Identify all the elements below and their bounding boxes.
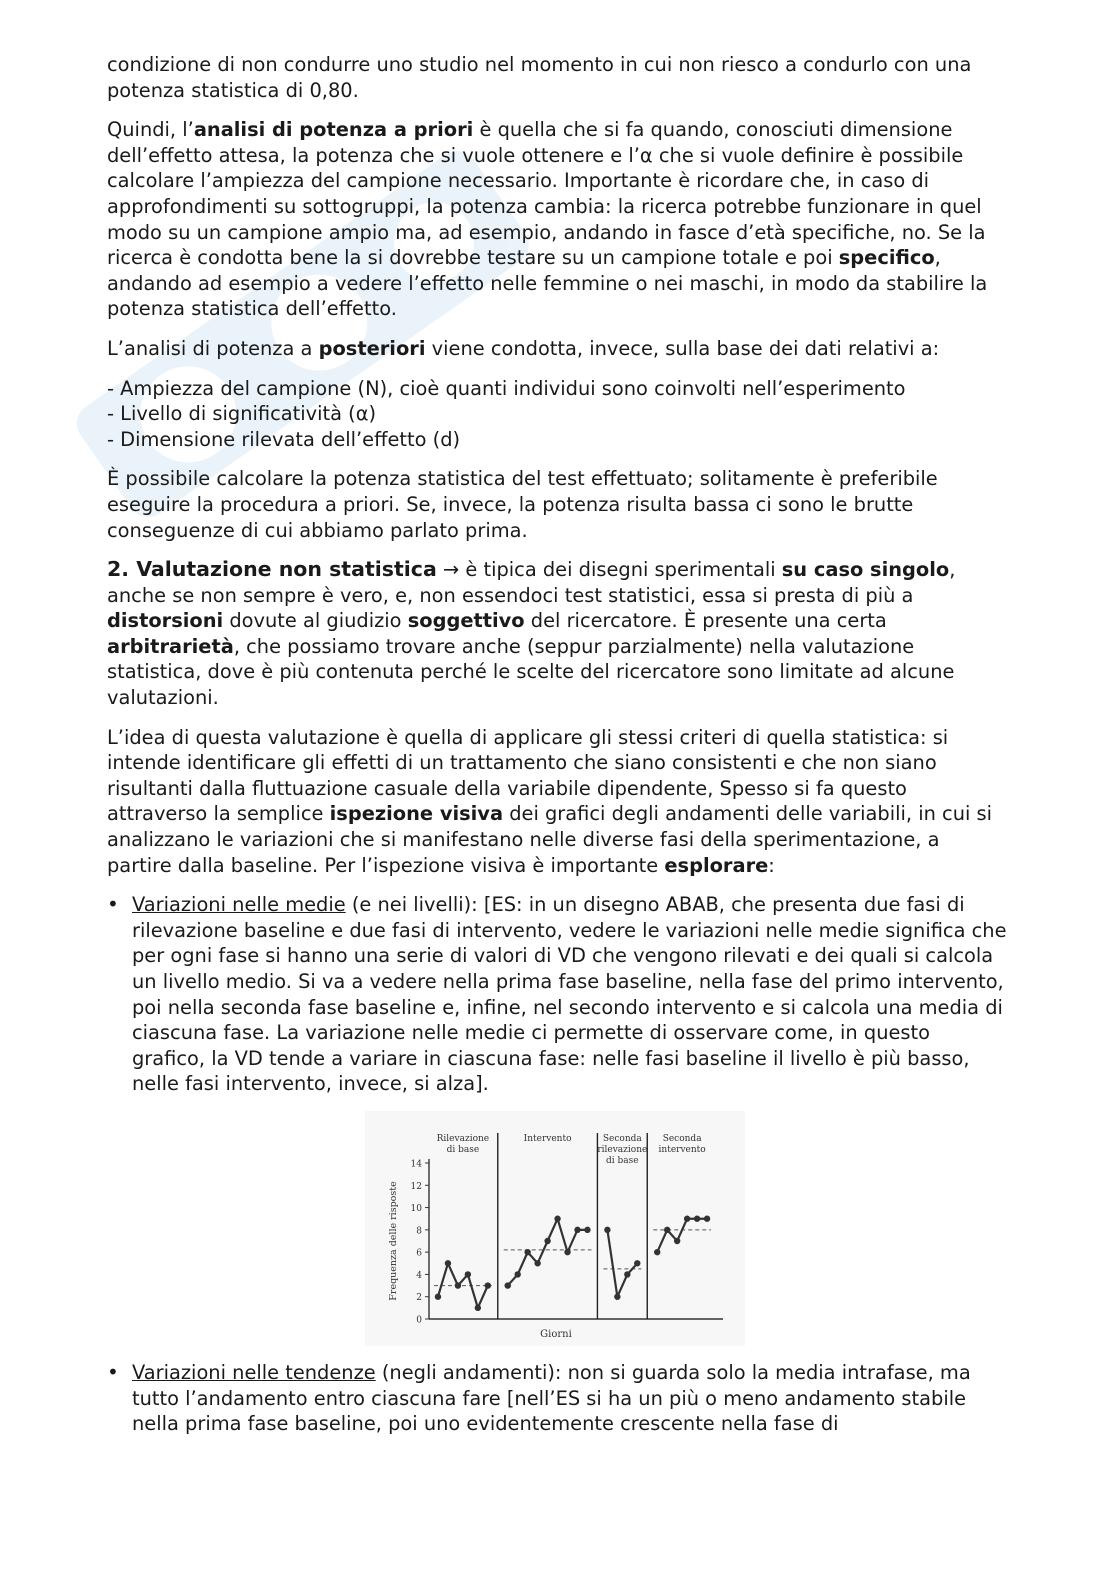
paragraph-a-posteriori: L’analisi di potenza a posteriori viene condotta, invece, sulla base dei dati relativi a: [107,336,940,360]
data-point [634,1260,640,1266]
phase-label: di base [606,1155,639,1166]
abab-chart-figure [365,1111,745,1346]
data-point [604,1227,610,1233]
paragraph-intro: condizione di non condurre uno studio nel momento in cui non riesco a condurlo con una potenza statistica di 0,80. [107,53,972,102]
data-point [445,1260,451,1266]
paragraph-valutazione-non-statistica: 2. Valutazione non statistica → è tipica dei disegni sperimentali su caso singolo, anche se non sempre è vero, e, non essendoci test statistici, essa si presta di più a distorsioni dovute al giudizio soggettivo del ricercatore. È presente una certa arbitrarietà, che possiamo trovare anche (seppur parzialmente) nella valutazione statistica, dove è più contenuta perché le scelte del ricercatore sono limitate ad alcune valutazioni. [107,557,956,710]
y-tick-label: 8 [416,1226,422,1237]
data-point [684,1215,690,1221]
phase-label: intervento [658,1144,706,1155]
list-item: - Ampiezza del campione (N), cioè quanti individui sono coinvolti nell’esperimento [107,376,906,400]
phase-label: Seconda [602,1133,642,1144]
data-point [554,1215,560,1221]
phase-label: di base [446,1144,480,1155]
y-tick-label: 2 [416,1293,422,1304]
y-tick-label: 12 [410,1181,422,1192]
data-point [524,1249,530,1255]
data-point [584,1227,590,1233]
data-point [534,1260,540,1266]
data-point [465,1271,471,1277]
y-axis-label: Frequenza delle risposte [388,1181,399,1301]
bullet-list [107,1360,1007,1437]
y-tick-label: 6 [416,1248,422,1259]
term-specifico: specifico [838,246,935,270]
data-point [564,1249,570,1255]
y-tick-label: 4 [416,1270,422,1281]
data-point [664,1227,670,1233]
data-point [614,1293,620,1299]
list-item: - Dimensione rilevata dell’effetto (d) [107,427,461,451]
data-point [455,1282,461,1288]
data-point [694,1215,700,1221]
data-point [704,1215,710,1221]
phase-label: Intervento [523,1133,572,1144]
bullet-list [107,892,1007,1097]
y-tick-label: 10 [410,1204,422,1215]
x-axis-label: Giorni [540,1328,572,1340]
paragraph-ispezione-visiva: L’idea di questa valutazione è quella di applicare gli stessi criteri di quella statistica: si intende identificare gli effetti di un trattamento che siano consistenti e che non siano risultanti dalla fluttuazione casuale della variabile dipendente, Spesso si fa questo attraverso la semplice ispezione visiva dei grafici degli andamenti delle variabili, in cui si analizzano le variazioni che si manifestano nelle diverse fasi della sperimentazione, a partire dalla baseline. Per l’ispezione visiva è importante esplorare: [107,725,993,877]
data-point [475,1305,481,1311]
document-page [107,52,1007,1437]
data-point [654,1249,660,1255]
data-point [624,1271,630,1277]
list-item: - Livello di significatività (α) [107,402,377,426]
phase-label: Rilevazione [436,1133,490,1144]
section-heading: 2. Valutazione non statistica [107,557,437,582]
paragraph-a-priori: Quindi, l’analisi di potenza a priori è quella che si fa quando, conosciuti dimensione dell’effetto attesa, la potenza che si vuole ottenere e l’α che si vuole definire è possibile calcolare l’ampiezza del campione necessario. Importante è ricordare che, in caso di approfondimenti su sottogruppi, la potenza cambia: la ricerca potrebbe funzionare in quel modo su un campione ampio ma, ad esempio, andando in fasce d’età specifiche, no. Se la ricerca è condotta bene la si dovrebbe testare su un campione totale e poi specifico, andando ad esempio a vedere l’effetto nelle femmine o nei maschi, in modo da stabilire la potenza statistica dell’effetto. [107,118,988,321]
bullet-title: Variazioni nelle tendenze [132,1360,376,1384]
bullet-item-tendenze: • Variazioni nelle tendenze (negli andamenti): non si guarda solo la media intrafase, ma tutto l’andamento entro ciascuna fare [nell’ES si ha un più o meno andamento stabile nella prima fase baseline, poi uno evidentemente crescente nella fase di [107,1360,1007,1437]
term-posteriori: posteriori [318,336,426,360]
bullet-title: Variazioni nelle medie [132,893,346,917]
phase-label: Seconda [662,1133,702,1144]
data-point [544,1238,550,1244]
data-point [674,1238,680,1244]
y-tick-label: 0 [416,1315,422,1326]
data-point [435,1293,441,1299]
data-point [505,1282,511,1288]
abab-chart [365,1111,745,1346]
dash-list [107,376,1007,453]
data-point [514,1271,520,1277]
term-analisi-a-priori: analisi di potenza a priori [193,118,474,142]
data-point [485,1282,491,1288]
bullet-item-medie: • Variazioni nelle medie (e nei livelli): [ES: in un disegno ABAB, che presenta due fasi di rilevazione baseline e due fasi di intervento, vedere le variazioni nelle medie significa che per ogni fase si hanno una serie di valori di VD che vengono rilevati e dei quali si calcola un livello medio. Si va a vedere nella prima fase baseline, nella fase del primo intervento, poi nella seconda fase baseline e, infine, nel secondo intervento e si calcola una media di ciascuna fase. La variazione nelle medie ci permette di osservare come, in questo grafico, la VD tende a variare in ciascuna fase: nelle fasi baseline il livello è più basso, nelle fasi intervento, invece, si alza]. [107,892,1007,1097]
y-tick-label: 14 [410,1159,422,1170]
paragraph-potenza: È possibile calcolare la potenza statistica del test effettuato; solitamente è preferibile eseguire la procedura a priori. Se, invece, la potenza risulta bassa ci sono le brutte conseguenze di cui abbiamo parlato prima. [107,467,938,542]
data-point [574,1227,580,1233]
phase-label: rilevazione [597,1144,648,1155]
